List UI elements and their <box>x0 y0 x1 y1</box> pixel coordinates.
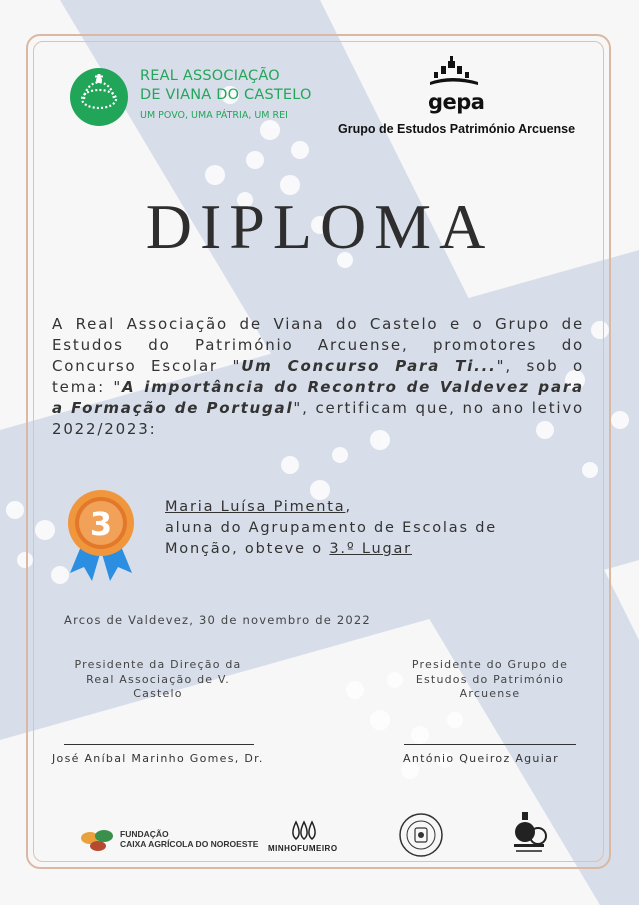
castle-icon <box>428 54 480 92</box>
fundacao-line: CAIXA AGRÍCOLA DO NOROESTE <box>120 839 259 849</box>
right-signatory-title <box>390 658 590 702</box>
diploma-title: DIPLOMA <box>145 191 494 262</box>
place-awarded: 3.º Lugar <box>329 541 412 557</box>
statement-outro: ", certificam que, no ano letivo 2022/2023: <box>52 399 584 438</box>
right-title-line: Presidente do Grupo de <box>411 658 569 671</box>
place-prefix: Monção, obteve o <box>165 541 330 557</box>
left-title-line: Real Associação de V. <box>86 672 230 686</box>
minhofumeiro-drops-icon <box>290 820 318 842</box>
gepa-wordmark: gepa <box>428 90 485 114</box>
medal-icon <box>62 487 140 583</box>
student-name: Maria Luísa Pimenta <box>165 499 346 515</box>
fundacao-logo-icon <box>80 826 116 854</box>
contest-name: Um Concurso Para Ti... <box>241 357 497 375</box>
fundacao-dom-manuel-seal-icon <box>398 812 444 858</box>
real-associacao-logo <box>70 68 330 128</box>
right-signatory-name: António Queiroz Aguiar <box>403 752 559 765</box>
place-line <box>165 539 497 560</box>
rav-tagline: UM POVO, UMA PÁTRIA, UM REI <box>140 110 288 121</box>
rav-name-line1: REAL ASSOCIAÇÃO <box>140 68 280 84</box>
left-signature-line <box>64 744 254 745</box>
fundacao-line: FUNDAÇÃO <box>120 829 169 839</box>
award-text <box>165 497 497 560</box>
left-signatory-name: José Aníbal Marinho Gomes, Dr. <box>52 752 264 765</box>
right-title-line: Estudos do Património <box>415 672 565 686</box>
crown-icon <box>70 68 128 126</box>
student-line: Maria Luísa Pimenta, <box>165 499 352 515</box>
right-title-line: Arcuense <box>459 687 521 700</box>
certificate-statement <box>52 314 584 440</box>
medal-number: 3 <box>89 505 113 543</box>
statement-intro: A Real Associação de Viana do Castelo e o Grupo de Estudos do Património Arcuense, promotores do Concurso Escolar " <box>52 315 584 375</box>
place-and-date: Arcos de Valdevez, 30 de novembro de 2022 <box>64 613 371 627</box>
school-line: aluna do Agrupamento de Escolas de <box>165 520 497 536</box>
left-title-line: Castelo <box>133 687 183 700</box>
left-title-line: Presidente da Direção da <box>74 658 242 671</box>
fundacao-logo-text <box>120 829 258 849</box>
rav-name-line2: DE VIANA DO CASTELO <box>140 87 312 103</box>
contest-theme: A importância do Recontro de Valdevez para a Formação de Portugal <box>52 378 584 417</box>
right-signature-line <box>404 744 576 745</box>
gepa-logo <box>336 54 576 140</box>
statement-theme-prefix: ", sob o tema: " <box>52 357 584 396</box>
left-signatory-title <box>58 658 258 702</box>
minhofumeiro-logo-text: MINHOFUMEIRO <box>268 844 338 853</box>
gepa-full-name: Grupo de Estudos Património Arcuense <box>338 122 576 136</box>
inner-border <box>33 41 604 862</box>
municipio-arcos-de-valdevez-icon <box>508 810 550 858</box>
